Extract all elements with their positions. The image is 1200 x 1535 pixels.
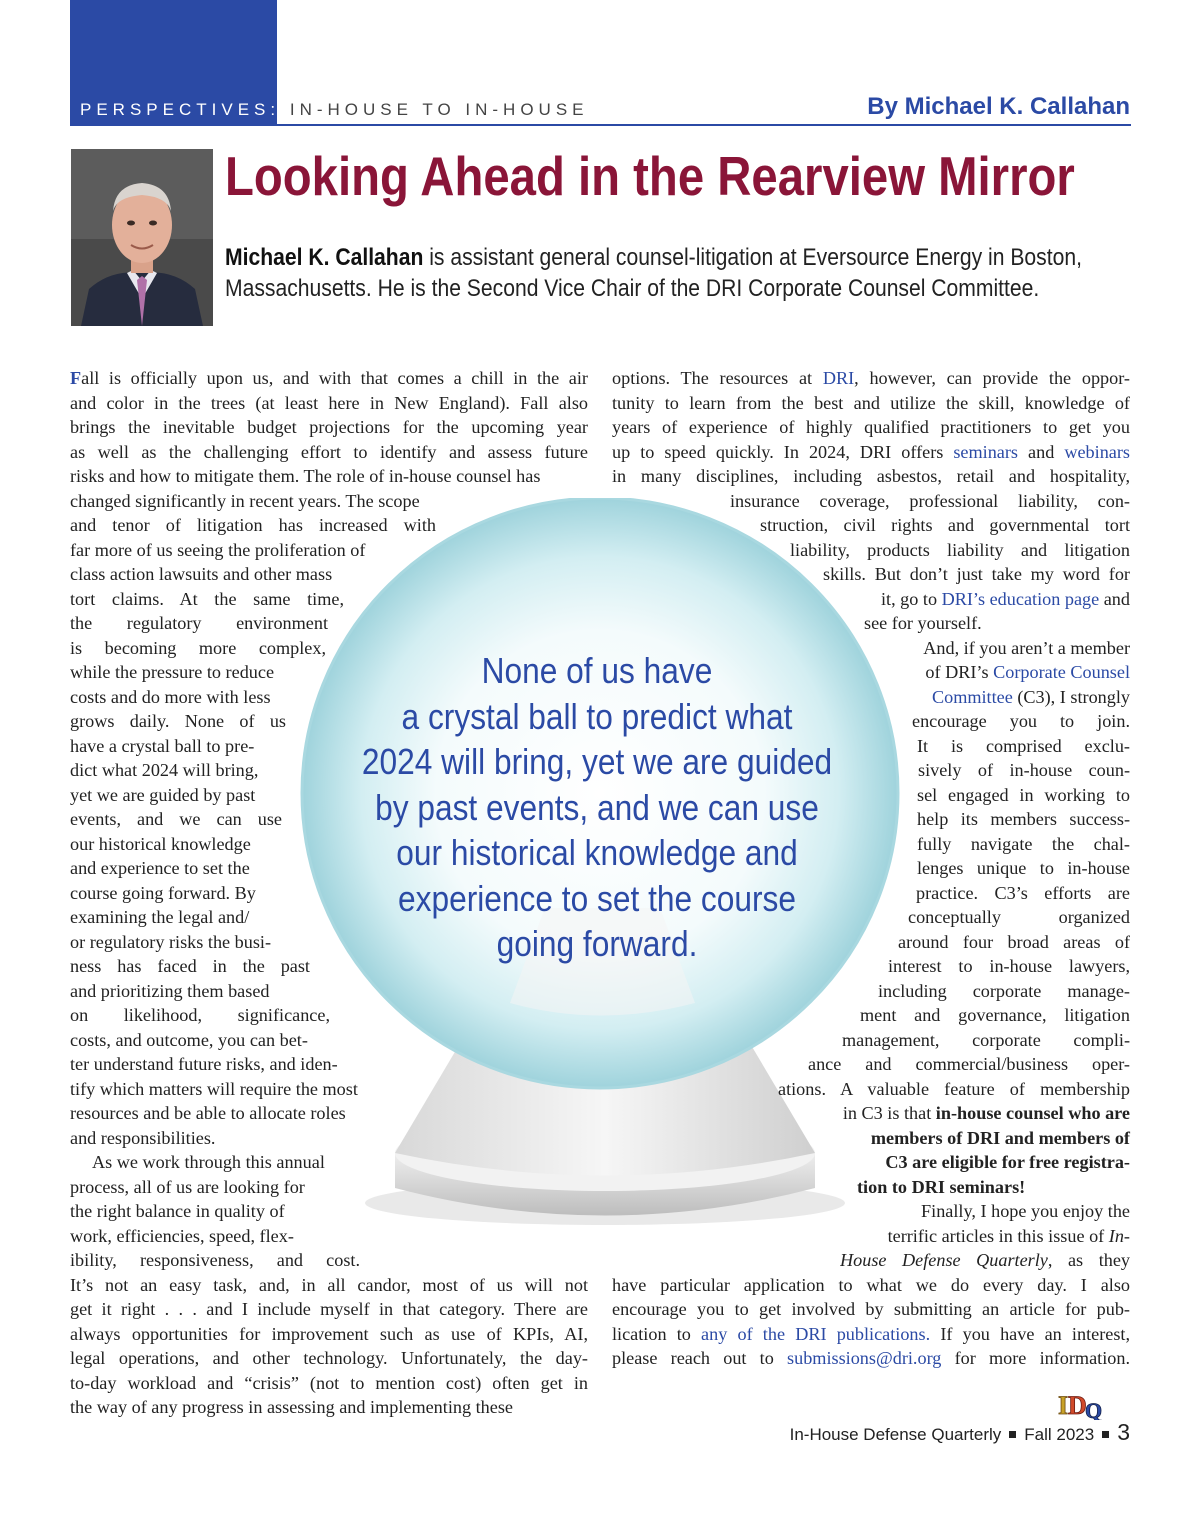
education-page-link[interactable]: DRI’s education page bbox=[941, 588, 1100, 609]
pull-quote-line: 2024 will bring, yet we are guided bbox=[361, 741, 833, 782]
body-line: ter understand future risks, and iden- bbox=[70, 1054, 338, 1074]
body-line: process, all of us are looking for bbox=[70, 1176, 305, 1197]
body-line: Finally, I hope you enjoy the bbox=[921, 1201, 1130, 1221]
body-line: ness has faced in the past bbox=[70, 956, 310, 976]
body-line: far more of us seeing the proliferation of bbox=[70, 539, 366, 560]
body-line: work, efficiencies, speed, flex- bbox=[70, 1225, 294, 1246]
body-line: risks and how to mitigate them. The role of in-house counsel has bbox=[70, 466, 541, 486]
bullet-square-icon bbox=[1102, 1431, 1109, 1438]
body-line: tify which matters will require the most bbox=[70, 1078, 358, 1099]
body-line: changed significantly in recent years. The scope bbox=[70, 490, 420, 511]
body-line: insurance coverage, professional liability, con- bbox=[730, 490, 1130, 511]
body-line: Committee (C3), I strongly bbox=[931, 686, 1130, 707]
body-line: have particular application to what we do every day. I also bbox=[612, 1274, 1130, 1295]
body-line: including corporate manage- bbox=[878, 980, 1130, 1001]
author-bio bbox=[225, 242, 1105, 304]
pull-quote-line: by past events, and we can use bbox=[375, 786, 819, 828]
body-line: options. The resources at DRI, however, can provide the oppor- bbox=[612, 368, 1130, 388]
body-line: around four broad areas of bbox=[898, 931, 1130, 952]
body-line: conceptually organized bbox=[908, 907, 1130, 927]
body-line: class action lawsuits and other mass bbox=[70, 564, 333, 584]
body-line: ance and commercial/business oper- bbox=[808, 1054, 1130, 1074]
webinars-link[interactable]: webinars bbox=[1064, 441, 1130, 462]
body-line: liability, products liability and litigation bbox=[790, 539, 1130, 560]
body-line: tort claims. At the same time, bbox=[70, 588, 344, 609]
body-line: practice. C3’s efforts are bbox=[916, 882, 1130, 903]
body-line: help its members success- bbox=[917, 809, 1130, 829]
drop-cap: F bbox=[70, 368, 82, 388]
body-line: and experience to set the bbox=[70, 858, 250, 878]
body-line: in C3 is that in-house counsel who are bbox=[842, 1103, 1130, 1123]
body-line: struction, civil rights and governmental tort bbox=[760, 515, 1130, 535]
page-number: 3 bbox=[1117, 1419, 1130, 1445]
body-line: House Defense Quarterly, as they bbox=[840, 1250, 1130, 1270]
body-line: as well as the challenging effort to identify and assess future bbox=[70, 441, 588, 462]
byline: By Michael K. Callahan bbox=[867, 93, 1130, 120]
body-line: costs, and outcome, you can bet- bbox=[70, 1029, 308, 1050]
body-line: encourage you to join. bbox=[912, 711, 1130, 731]
body-line: or regulatory risks the busi- bbox=[70, 931, 272, 952]
body-line: and prioritizing them based bbox=[70, 980, 270, 1001]
body-line: grows daily. None of us bbox=[70, 711, 286, 731]
body-line: lenges unique to in-house bbox=[917, 858, 1130, 878]
body-line: As we work through this annual bbox=[92, 1152, 325, 1172]
author-photo bbox=[71, 149, 213, 326]
body-line: It’s not an easy task, and, in all candor, most of us will not bbox=[70, 1274, 588, 1295]
body-line: sel engaged in working to bbox=[917, 784, 1130, 805]
body-line: see for yourself. bbox=[864, 613, 982, 633]
body-line: skills. But don’t just take my word for bbox=[823, 564, 1130, 584]
body-line: on likelihood, significance, bbox=[70, 1005, 330, 1025]
committee-link[interactable]: Committee bbox=[931, 686, 1013, 707]
bio-text: is assistant general counsel-litigation at Eversource Energy in Boston, Massachusetts. He is the Second Vice Chair of the DRI Corporate Counsel Committee. bbox=[225, 244, 1082, 302]
footer-issue: Fall 2023 bbox=[1024, 1425, 1095, 1444]
body-line: our historical knowledge bbox=[70, 833, 251, 854]
pull-quote bbox=[322, 648, 872, 967]
body-line: lication to any of the DRI publications. If you have an interest, bbox=[612, 1323, 1130, 1344]
body-line: the right balance in quality of bbox=[70, 1201, 285, 1221]
svg-text:Q: Q bbox=[1085, 1398, 1103, 1420]
body-line: in many disciplines, including asbestos, retail and hospitality, bbox=[612, 466, 1130, 486]
body-line: events, and we can use bbox=[70, 809, 282, 829]
header-rule bbox=[70, 124, 1131, 126]
body-line: and tenor of litigation has increased with bbox=[70, 515, 436, 535]
body-line: is becoming more complex, bbox=[70, 637, 326, 658]
bio-name: Michael K. Callahan bbox=[225, 244, 424, 271]
body-line: it, go to DRI’s education page and bbox=[880, 588, 1130, 609]
body-line: ment and governance, litigation bbox=[860, 1005, 1130, 1025]
body-line: C3 are eligible for free registra- bbox=[885, 1152, 1130, 1172]
footer-publication: In-House Defense Quarterly bbox=[789, 1425, 1002, 1444]
body-line: yet we are guided by past bbox=[70, 784, 256, 805]
submissions-email-link[interactable]: submissions@dri.org bbox=[787, 1348, 942, 1368]
body-line: costs and do more with less bbox=[70, 686, 271, 707]
pull-quote-line: our historical knowledge and bbox=[396, 832, 798, 873]
author-photo-illustration bbox=[71, 149, 213, 326]
seminars-link[interactable]: seminars bbox=[953, 441, 1019, 462]
pull-quote-line: a crystal ball to predict what bbox=[401, 695, 793, 737]
body-line: and color in the trees (at least here in New England). Fall also bbox=[70, 392, 588, 413]
body-line: the regulatory environment bbox=[70, 613, 328, 633]
bullet-square-icon bbox=[1009, 1431, 1016, 1438]
body-line: brings the inevitable budget projections for the upcoming year bbox=[70, 417, 588, 437]
kicker-series: IN-HOUSE TO IN-HOUSE bbox=[289, 100, 589, 119]
body-line: up to speed quickly. In 2024, DRI offers seminars and webinars bbox=[612, 441, 1130, 462]
idq-logo bbox=[1058, 1388, 1104, 1420]
body-line: years of experience of highly qualified practitioners to get you bbox=[612, 417, 1130, 437]
body-line: resources and be able to allocate roles bbox=[70, 1103, 346, 1123]
body-line: please reach out to submissions@dri.org for more information. bbox=[612, 1348, 1130, 1368]
body-line: Fall is officially upon us, and with that comes a chill in the air bbox=[70, 368, 588, 388]
pull-quote-line: experience to set the course bbox=[397, 877, 797, 919]
section-kicker bbox=[80, 100, 589, 120]
body-line: the way of any progress in assessing and implementing these bbox=[70, 1397, 513, 1417]
body-line: interest to in-house lawyers, bbox=[888, 956, 1130, 976]
dri-link[interactable]: DRI bbox=[822, 368, 855, 388]
page-footer bbox=[790, 1419, 1130, 1446]
body-line: to-day workload and “crisis” (not to mention cost) often get in bbox=[70, 1372, 588, 1393]
article-title: Looking Ahead in the Rearview Mirror bbox=[225, 145, 1075, 207]
svg-text:D: D bbox=[1068, 1391, 1087, 1420]
svg-text:I: I bbox=[1058, 1391, 1069, 1420]
body-line: ations. A valuable feature of membership bbox=[778, 1078, 1130, 1099]
pull-quote-line: None of us have bbox=[481, 650, 713, 691]
body-line: examining the legal and/ bbox=[70, 907, 250, 927]
kicker-section: PERSPECTIVES: bbox=[80, 100, 281, 119]
body-line: get it right . . . and I include myself in that category. There are bbox=[70, 1299, 588, 1319]
body-line: legal operations, and other technology. Unfortunately, the day- bbox=[70, 1348, 588, 1368]
body-line: And, if you aren’t a member bbox=[923, 637, 1130, 658]
dri-publications-link[interactable]: any of the DRI publications. bbox=[701, 1323, 931, 1344]
body-line: fully navigate the chal- bbox=[917, 833, 1130, 854]
body-line: sively of in-house coun- bbox=[918, 760, 1130, 780]
body-line: always opportunities for improvement such as use of KPIs, AI, bbox=[70, 1323, 588, 1344]
body-line: It is comprised exclu- bbox=[917, 735, 1130, 756]
body-line: and responsibilities. bbox=[70, 1127, 216, 1148]
body-line: tion to DRI seminars! bbox=[857, 1176, 1026, 1197]
body-line: while the pressure to reduce bbox=[70, 662, 275, 682]
pull-quote-line: going forward. bbox=[496, 923, 698, 964]
body-line: terrific articles in this issue of In- bbox=[887, 1225, 1130, 1246]
body-line: management, corporate compli- bbox=[842, 1029, 1130, 1050]
body-line: encourage you to get involved by submitting an article for pub- bbox=[612, 1299, 1130, 1319]
body-line: members of DRI and members of bbox=[870, 1127, 1130, 1148]
body-line: course going forward. By bbox=[70, 882, 256, 903]
body-line: have a crystal ball to pre- bbox=[70, 735, 255, 756]
body-line: of DRI’s Corporate Counsel bbox=[925, 662, 1130, 682]
body-line: tunity to learn from the best and utilize the skill, knowledge of bbox=[612, 392, 1130, 413]
body-line: ibility, responsiveness, and cost. bbox=[70, 1250, 360, 1270]
corporate-counsel-link[interactable]: Corporate Counsel bbox=[993, 662, 1130, 682]
body-line: dict what 2024 will bring, bbox=[70, 760, 259, 780]
